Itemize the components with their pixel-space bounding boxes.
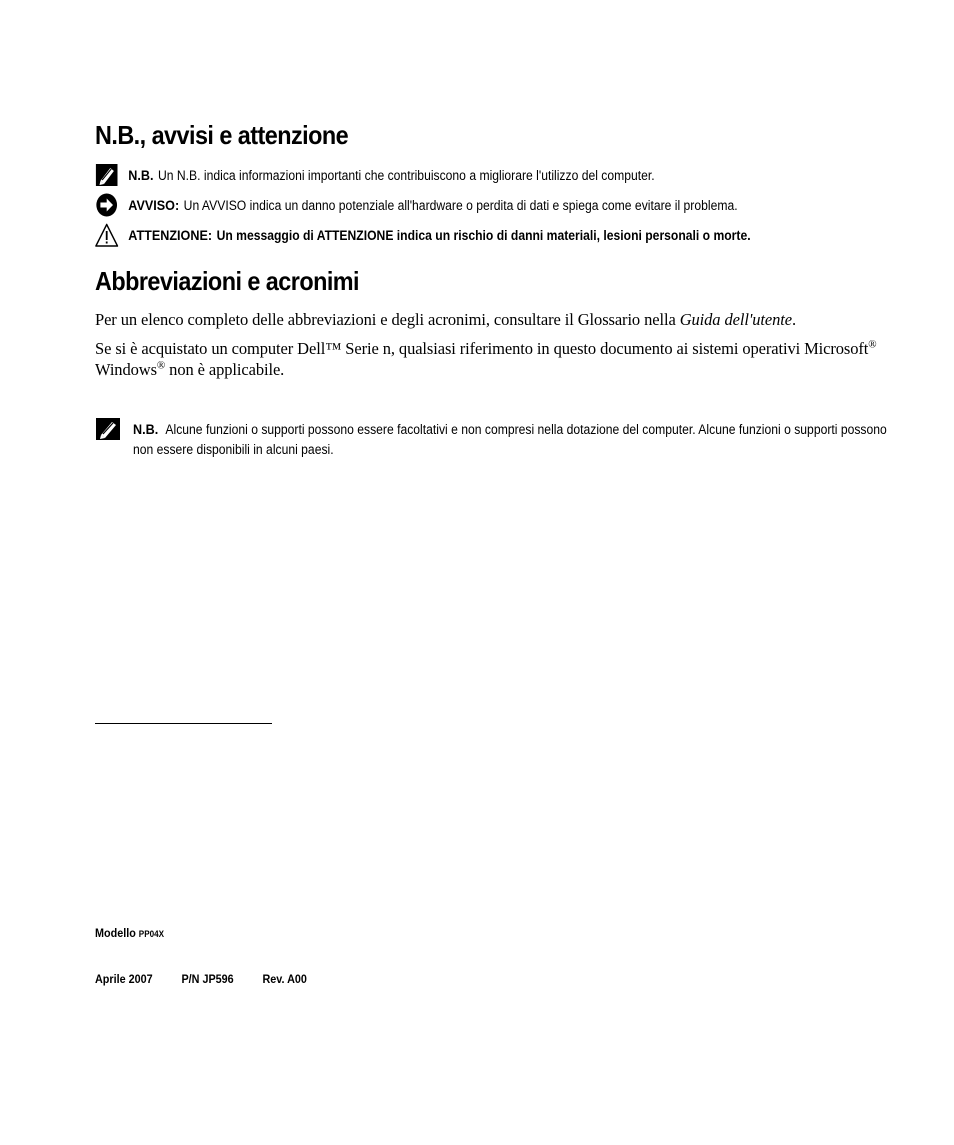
paragraph-glossary xyxy=(95,309,885,330)
separator-rule xyxy=(95,723,272,724)
notice-text: Un AVVISO indica un danno potenziale all'hardware o perdita di dati e spiega come evitare il problema. xyxy=(183,197,738,213)
note-label: N.B. xyxy=(133,421,159,437)
paragraph-glossary-end: . xyxy=(791,310,796,329)
note-label: N.B. xyxy=(128,167,154,183)
registered-mark: ® xyxy=(156,359,166,372)
section-heading-abbreviations: Abbreviazioni e acronimi xyxy=(95,266,360,296)
section-heading-notices: N.B., avvisi e attenzione xyxy=(95,120,349,150)
note-text: Un N.B. indica informazioni importanti che contribuiscono a migliorare l'utilizzo del computer. xyxy=(158,167,655,183)
registered-mark: ® xyxy=(868,338,877,351)
paragraph-glossary-text: Per un elenco completo delle abbreviazioni e degli acronimi, consultare il Glossario nella xyxy=(95,310,680,329)
caution-label: ATTENZIONE: xyxy=(128,227,213,243)
paragraph-n-series xyxy=(95,338,885,380)
note-nb xyxy=(95,163,655,187)
caution-text: Un messaggio di ATTENZIONE indica un rischio di danni materiali, lesioni personali o morte. xyxy=(216,227,751,243)
revision: Rev. A00 xyxy=(262,972,307,986)
notice-label: AVVISO: xyxy=(128,197,180,213)
model-line xyxy=(95,926,164,940)
pencil-note-icon xyxy=(95,163,120,187)
note-text: Alcune funzioni o supporti possono essere facoltativi e non compresi nella dotazione del computer. Alcune funzioni o supporti possono non essere disponibili in alcuni paesi. xyxy=(133,422,887,457)
publication-info xyxy=(95,972,307,986)
user-guide-title: Guida dell'utente xyxy=(679,310,792,329)
paragraph-n-series-text: Se si è acquistato un computer Dell™ Serie n, qualsiasi riferimento in questo documento ai sistemi operativi Microsoft xyxy=(95,339,869,358)
pencil-note-icon xyxy=(95,417,121,446)
notice-avviso xyxy=(95,193,738,217)
model-value: PP04X xyxy=(138,929,165,939)
caution-triangle-icon xyxy=(95,223,120,247)
caution-attenzione xyxy=(95,223,751,247)
paragraph-n-series-windows: Windows xyxy=(95,360,157,379)
notice-arrow-icon xyxy=(95,193,120,217)
part-number: P/N JP596 xyxy=(181,972,234,986)
note-body xyxy=(133,419,889,460)
model-label: Modello xyxy=(95,926,136,940)
paragraph-n-series-end: non è applicabile. xyxy=(165,360,285,379)
publication-date: Aprile 2007 xyxy=(95,972,153,986)
